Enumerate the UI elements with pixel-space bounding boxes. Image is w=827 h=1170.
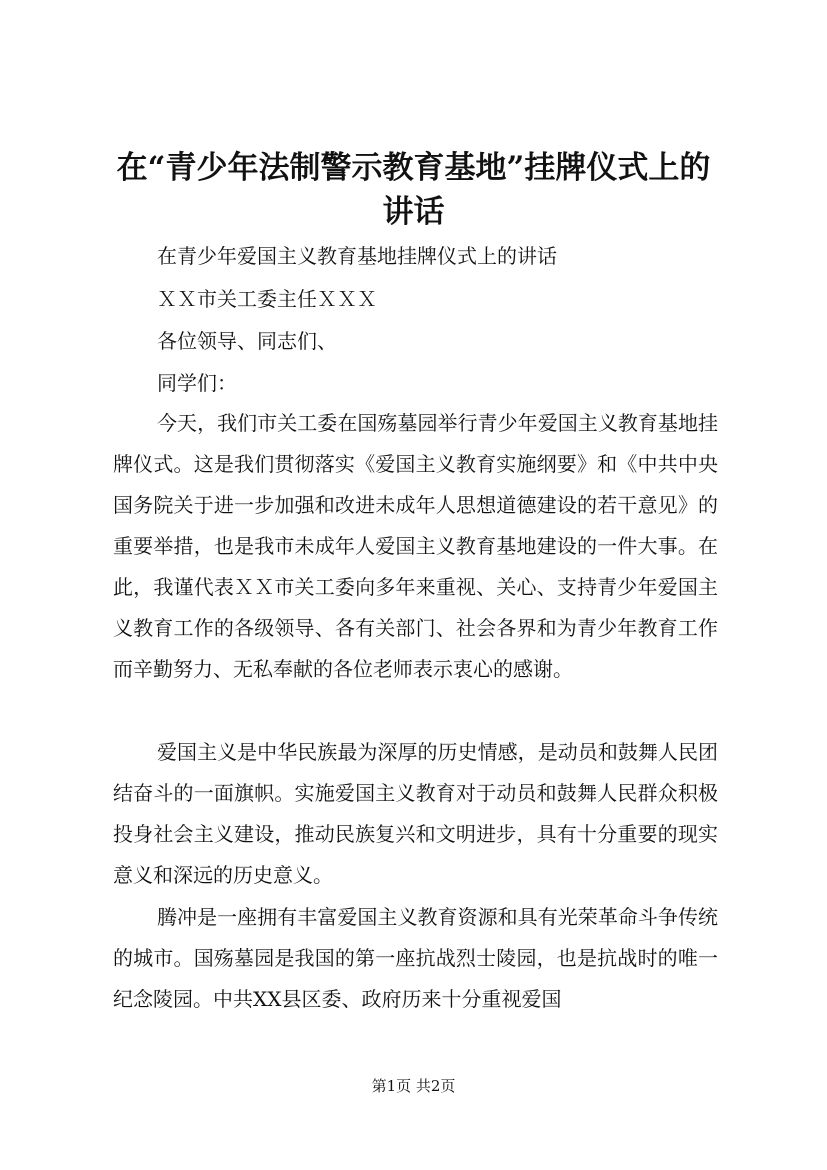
greeting-line-1: 各位领导、同志们、 bbox=[157, 329, 337, 353]
document-title-line-1: 在“青少年法制警示教育基地”挂牌仪式上的 bbox=[116, 150, 711, 186]
speaker-line: ＸＸ市关工委主任ＸＸＸ bbox=[157, 287, 377, 311]
body-paragraph-1: 今天，我们市关工委在国殇墓园举行青少年爱国主义教育基地挂牌仪式。这是我们贯彻落实《爱国主义教育实施纲要》和《中共中央国务院关于进一步加强和改进未成年人思想道德建设的若干意见》的重要举措，也是我市未成年人爱国主义教育基地建设的一件大事。在此，我谨代表ＸＸ市关工委向多年来重视、关心、支持青少年爱国主义教育工作的各级领导、各有关部门、社会各界和为青少年教育工作而辛勤努力、无私奉献的各位老师表示衷心的感谢。 bbox=[113, 411, 718, 681]
page-number-footer: 第1页 共2页 bbox=[371, 1077, 456, 1095]
speech-subtitle: 在青少年爱国主义教育基地挂牌仪式上的讲话 bbox=[157, 244, 557, 268]
greeting-line-2: 同学们： bbox=[157, 371, 237, 395]
body-paragraph-3: 腾冲是一座拥有丰富爱国主义教育资源和具有光荣革命斗争传统的城市。国殇墓园是我国的第一座抗战烈士陵园，也是抗战时的唯一纪念陵园。中共XX县区委、政府历来十分重视爱国 bbox=[113, 905, 718, 1011]
body-paragraph-2: 爱国主义是中华民族最为深厚的历史情感，是动员和鼓舞人民团结奋斗的一面旗帜。实施爱国主义教育对于动员和鼓舞人民群众积极投身社会主义建设，推动民族复兴和文明进步，具有十分重要的现实意义和深远的历史意义。 bbox=[113, 740, 718, 887]
document-title-line-2: 讲话 bbox=[382, 194, 445, 230]
